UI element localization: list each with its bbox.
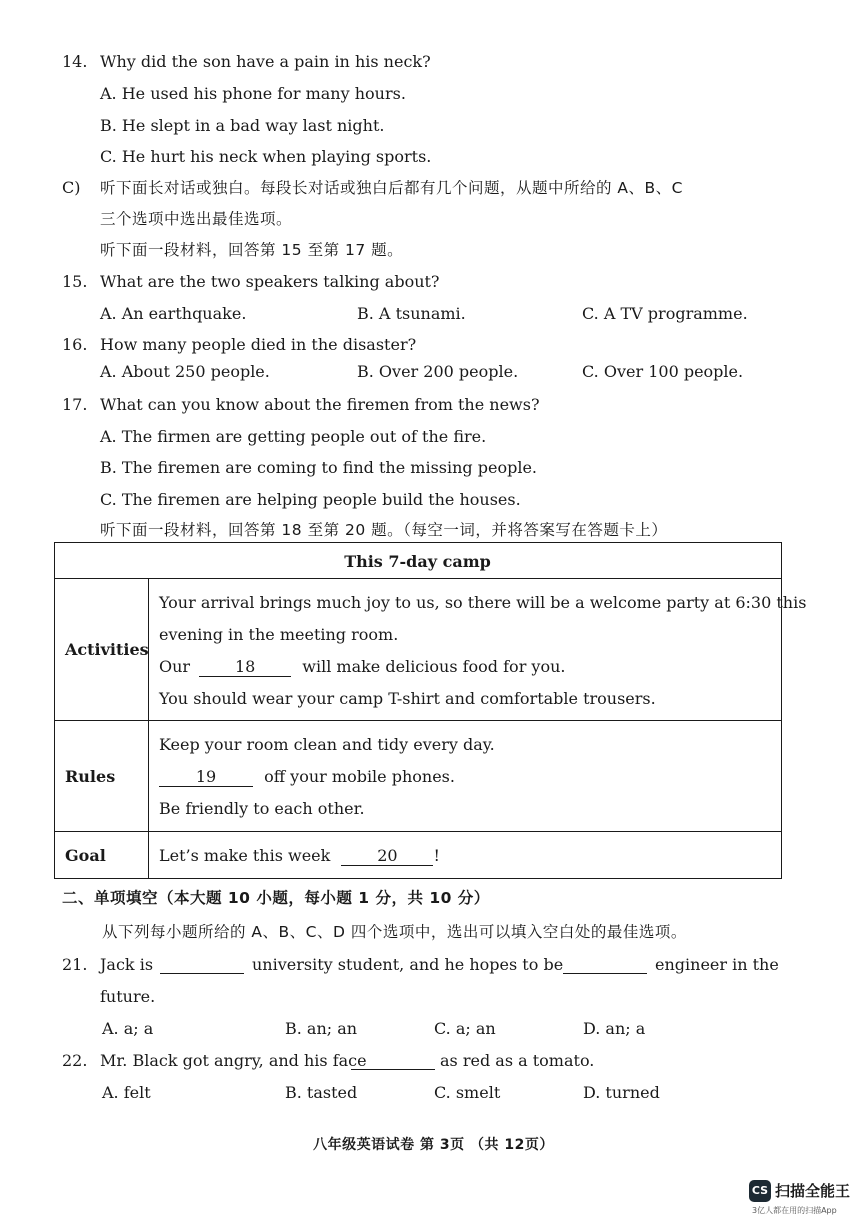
q14-option-a: A. He used his phone for many hours. bbox=[100, 84, 406, 103]
q14-question: Why did the son have a pain in his neck? bbox=[100, 52, 431, 71]
rules-line-1: Keep your room clean and tidy every day. bbox=[159, 735, 495, 754]
q21-line-2: future. bbox=[100, 987, 156, 1006]
camscanner-logo-icon: CS bbox=[749, 1180, 771, 1202]
answer-blank-18: 18 bbox=[199, 658, 291, 677]
q22-part-2: as red as a tomato. bbox=[440, 1051, 595, 1070]
q22-number: 22. bbox=[62, 1051, 88, 1070]
table-column-divider bbox=[148, 579, 149, 878]
table-divider bbox=[55, 831, 781, 832]
activities-line-3 bbox=[159, 657, 565, 677]
material-1-instruction: 听下面一段材料，回答第 15 至第 17 题。 bbox=[100, 241, 404, 259]
table-divider bbox=[55, 720, 781, 721]
q22-part-1: Mr. Black got angry, and his face bbox=[100, 1051, 367, 1070]
part-2-instruction: 从下列每小题所给的 A、B、C、D 四个选项中，选出可以填入空白处的最佳选项。 bbox=[102, 923, 687, 941]
activities-line-1: Your arrival brings much joy to us, so there will be a welcome party at 6:30 this bbox=[159, 593, 807, 612]
goal-pre: Let’s make this week bbox=[159, 846, 331, 865]
rules-line-3: Be friendly to each other. bbox=[159, 799, 365, 818]
q21-option-c: C. a; an bbox=[434, 1019, 496, 1038]
watermark-name: 扫描全能王 bbox=[775, 1182, 851, 1200]
goal-post: ! bbox=[433, 846, 440, 865]
section-c-label: C) bbox=[62, 178, 81, 197]
material-2-instruction: 听下面一段材料，回答第 18 至第 20 题。（每空一词，并将答案写在答题卡上） bbox=[100, 521, 668, 539]
q21-option-a: A. a; a bbox=[102, 1019, 154, 1038]
q17-option-c: C. The firemen are helping people build the houses. bbox=[100, 490, 521, 509]
q15-option-c: C. A TV programme. bbox=[582, 304, 748, 323]
answer-blank-20: 20 bbox=[341, 847, 433, 866]
rules-line-2-post: off your mobile phones. bbox=[264, 767, 455, 786]
q15-option-a: A. An earthquake. bbox=[100, 304, 247, 323]
q14-option-b: B. He slept in a bad way last night. bbox=[100, 116, 385, 135]
watermark-tagline: 3亿人都在用的扫描App bbox=[752, 1206, 837, 1215]
q22-option-c: C. smelt bbox=[434, 1083, 501, 1102]
q21-option-b: B. an; an bbox=[285, 1019, 358, 1038]
table-divider bbox=[55, 578, 781, 579]
q15-number: 15. bbox=[62, 272, 88, 291]
q17-option-a: A. The firmen are getting people out of the fire. bbox=[100, 427, 487, 446]
q17-number: 17. bbox=[62, 395, 88, 414]
q15-option-b: B. A tsunami. bbox=[357, 304, 466, 323]
q21-number: 21. bbox=[62, 955, 88, 974]
answer-blank-19: 19 bbox=[159, 768, 253, 787]
q16-number: 16. bbox=[62, 335, 88, 354]
activities-line-4: You should wear your camp T-shirt and comfortable trousers. bbox=[159, 689, 656, 708]
q15-question: What are the two speakers talking about? bbox=[100, 272, 440, 291]
q16-question: How many people died in the disaster? bbox=[100, 335, 417, 354]
activities-label: Activities bbox=[65, 640, 149, 659]
q21-option-d: D. an; a bbox=[583, 1019, 646, 1038]
q22-blank bbox=[351, 1051, 435, 1070]
q21-part-1: Jack is bbox=[100, 955, 154, 974]
q16-option-c: C. Over 100 people. bbox=[582, 362, 744, 381]
q17-option-b: B. The firemen are coming to find the missing people. bbox=[100, 458, 537, 477]
table-title: This 7-day camp bbox=[344, 552, 491, 571]
camp-info-table bbox=[54, 542, 807, 879]
q16-option-a: A. About 250 people. bbox=[100, 362, 270, 381]
goal-line bbox=[159, 846, 440, 866]
q17-question: What can you know about the firemen from the news? bbox=[100, 395, 540, 414]
q21-blank-1 bbox=[160, 955, 244, 974]
q16-option-b: B. Over 200 people. bbox=[357, 362, 519, 381]
activities-line-2: evening in the meeting room. bbox=[159, 625, 399, 644]
rules-label: Rules bbox=[65, 767, 116, 786]
goal-label: Goal bbox=[65, 846, 106, 865]
q14-number: 14. bbox=[62, 52, 88, 71]
q22-option-d: D. turned bbox=[583, 1083, 660, 1102]
q21-part-3: engineer in the bbox=[655, 955, 779, 974]
q22-option-b: B. tasted bbox=[285, 1083, 358, 1102]
q22-option-a: A. felt bbox=[102, 1083, 151, 1102]
section-c-instruction-1: 听下面长对话或独白。每段长对话或独白后都有几个问题，从题中所给的 A、B、C bbox=[100, 179, 683, 197]
section-c-instruction-2: 三个选项中选出最佳选项。 bbox=[100, 210, 293, 228]
page-footer: 八年级英语试卷 第 3页 （共 12页） bbox=[313, 1137, 554, 1153]
q14-option-c: C. He hurt his neck when playing sports. bbox=[100, 147, 432, 166]
q21-blank-2 bbox=[563, 955, 647, 974]
part-2-heading: 二、单项填空（本大题 10 小题，每小题 1 分，共 10 分） bbox=[62, 889, 490, 907]
q21-part-2: university student, and he hopes to be bbox=[252, 955, 564, 974]
activities-line-3-post: will make delicious food for you. bbox=[302, 657, 566, 676]
rules-line-2 bbox=[159, 767, 455, 787]
activities-line-3-pre: Our bbox=[159, 657, 191, 676]
